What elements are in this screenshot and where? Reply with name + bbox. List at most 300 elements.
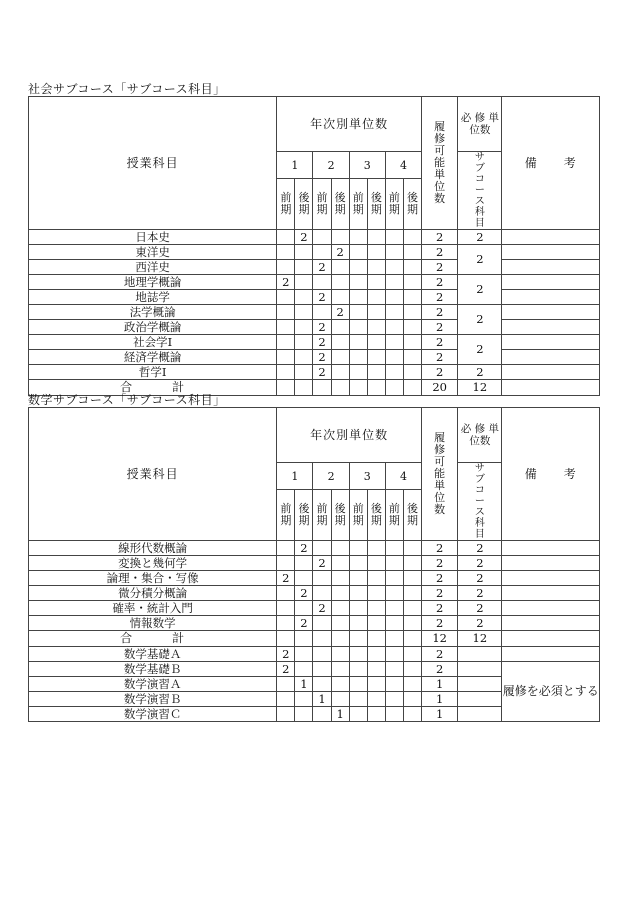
- unit-cell: [349, 662, 367, 677]
- table-row: [29, 320, 600, 335]
- remarks-cell: [502, 586, 600, 601]
- unit-cell: [367, 305, 385, 320]
- unit-cell: [403, 586, 421, 601]
- unit-cell: [403, 335, 421, 350]
- available-units-cell: 2: [422, 230, 458, 245]
- unit-cell: [313, 647, 331, 662]
- unit-cell: 2: [313, 365, 331, 380]
- unit-cell: [385, 616, 403, 631]
- unit-cell: [277, 335, 295, 350]
- required-units-cell: 2: [458, 335, 502, 365]
- unit-cell: [367, 275, 385, 290]
- year-4: 4: [385, 152, 421, 179]
- total-label: 合 計: [29, 631, 277, 647]
- unit-cell: [349, 601, 367, 616]
- unit-cell: [349, 556, 367, 571]
- unit-cell: 2: [295, 616, 313, 631]
- subject-cell: 日本史: [29, 230, 277, 245]
- unit-cell: [349, 350, 367, 365]
- total-required-units: 12: [458, 631, 502, 647]
- unit-cell: [331, 230, 349, 245]
- remarks-cell: [502, 350, 600, 365]
- unit-cell: [349, 320, 367, 335]
- unit-cell: [367, 662, 385, 677]
- unit-cell: [331, 647, 349, 662]
- unit-cell: [367, 692, 385, 707]
- unit-cell: [313, 245, 331, 260]
- year-3: 3: [349, 463, 385, 490]
- unit-cell: [403, 305, 421, 320]
- unit-cell: [277, 601, 295, 616]
- unit-cell: [385, 230, 403, 245]
- term-kouki: 後期: [403, 179, 421, 230]
- unit-cell: [277, 707, 295, 722]
- term-zenki: 前期: [313, 490, 331, 541]
- total-required-units: 12: [458, 380, 502, 396]
- unit-cell: [403, 365, 421, 380]
- unit-cell: [313, 707, 331, 722]
- required-units-cell: 2: [458, 230, 502, 245]
- available-units-cell: 2: [422, 305, 458, 320]
- table-row: [29, 556, 600, 571]
- unit-cell: [295, 260, 313, 275]
- unit-cell: [295, 365, 313, 380]
- unit-cell: [313, 541, 331, 556]
- subject-cell: 微分積分概論: [29, 586, 277, 601]
- unit-cell: [331, 275, 349, 290]
- section1-table: [28, 96, 600, 396]
- unit-cell: [367, 677, 385, 692]
- unit-cell: [295, 245, 313, 260]
- required-units-cell: 2: [458, 541, 502, 556]
- remarks-cell: [502, 631, 600, 647]
- header-available-units: 履修可能単位数: [422, 97, 458, 230]
- unit-cell: [367, 601, 385, 616]
- remarks-cell: [502, 365, 600, 380]
- unit-cell: [385, 290, 403, 305]
- available-units-cell: 2: [422, 275, 458, 290]
- required-units-cell: 2: [458, 571, 502, 586]
- unit-cell: [295, 647, 313, 662]
- required-units-cell: 2: [458, 556, 502, 571]
- unit-cell: [403, 290, 421, 305]
- section2-title: 数学サブコース「サブコース科目」: [28, 393, 226, 407]
- remarks-note: 履修を必須とする: [502, 662, 600, 722]
- unit-cell: [331, 586, 349, 601]
- unit-cell: 1: [331, 707, 349, 722]
- unit-cell: [277, 350, 295, 365]
- unit-cell: 2: [313, 335, 331, 350]
- unit-cell: 1: [295, 677, 313, 692]
- unit-cell: [367, 245, 385, 260]
- unit-cell: 2: [277, 571, 295, 586]
- term-zenki: 前期: [277, 490, 295, 541]
- table-row: [29, 601, 600, 616]
- table-row: [29, 647, 600, 662]
- remarks-cell: [502, 245, 600, 260]
- unit-cell: 2: [313, 350, 331, 365]
- unit-cell: 2: [277, 662, 295, 677]
- header-remarks: 備 考: [502, 408, 600, 541]
- subject-cell: 地誌学: [29, 290, 277, 305]
- available-units-cell: 2: [422, 571, 458, 586]
- unit-cell: 2: [313, 260, 331, 275]
- unit-cell: [385, 586, 403, 601]
- header-required-units: 必 修 単位数: [458, 408, 502, 463]
- unit-cell: [313, 230, 331, 245]
- header-yearly-units: 年次別単位数: [277, 408, 422, 463]
- available-units-cell: 2: [422, 320, 458, 335]
- unit-cell: 2: [313, 290, 331, 305]
- remarks-cell: [502, 275, 600, 290]
- header-subject: 授業科目: [29, 408, 277, 541]
- required-units-cell: 2: [458, 616, 502, 631]
- header-remarks: 備 考: [502, 97, 600, 230]
- unit-cell: [403, 350, 421, 365]
- unit-cell: [367, 707, 385, 722]
- year-4: 4: [385, 463, 421, 490]
- unit-cell: [277, 230, 295, 245]
- unit-cell: [385, 260, 403, 275]
- unit-cell: [385, 320, 403, 335]
- remarks-cell: [502, 556, 600, 571]
- unit-cell: [295, 350, 313, 365]
- unit-cell: [295, 275, 313, 290]
- unit-cell: [295, 335, 313, 350]
- unit-cell: [403, 692, 421, 707]
- unit-cell: [331, 616, 349, 631]
- unit-cell: [367, 230, 385, 245]
- total-row: [29, 631, 600, 647]
- subject-cell: 情報数学: [29, 616, 277, 631]
- unit-cell: [277, 677, 295, 692]
- unit-cell: [385, 365, 403, 380]
- unit-cell: [349, 245, 367, 260]
- unit-cell: 2: [277, 275, 295, 290]
- unit-cell: [349, 616, 367, 631]
- remarks-cell: [502, 305, 600, 320]
- required-units-cell: 2: [458, 275, 502, 305]
- unit-cell: 2: [295, 586, 313, 601]
- header-subcourse-subjects: サブコース科目: [458, 463, 502, 541]
- unit-cell: [367, 335, 385, 350]
- subject-cell: 社会学Ⅰ: [29, 335, 277, 350]
- subject-cell: 西洋史: [29, 260, 277, 275]
- required-units-cell: 2: [458, 365, 502, 380]
- unit-cell: [385, 305, 403, 320]
- unit-cell: [295, 662, 313, 677]
- year-3: 3: [349, 152, 385, 179]
- year-2: 2: [313, 463, 349, 490]
- unit-cell: [403, 707, 421, 722]
- unit-cell: 2: [331, 305, 349, 320]
- unit-cell: [403, 616, 421, 631]
- unit-cell: [385, 692, 403, 707]
- unit-cell: 2: [331, 245, 349, 260]
- subject-cell: 東洋史: [29, 245, 277, 260]
- subject-cell: 数学演習Ｂ: [29, 692, 277, 707]
- unit-cell: [349, 586, 367, 601]
- available-units-cell: 2: [422, 541, 458, 556]
- unit-cell: [313, 275, 331, 290]
- year-2: 2: [313, 152, 349, 179]
- term-kouki: 後期: [403, 490, 421, 541]
- table-row: [29, 662, 600, 677]
- table-row: [29, 616, 600, 631]
- required-units-cell: [458, 677, 502, 692]
- unit-cell: 2: [277, 647, 295, 662]
- available-units-cell: 2: [422, 365, 458, 380]
- available-units-cell: 2: [422, 290, 458, 305]
- unit-cell: [313, 586, 331, 601]
- unit-cell: [385, 647, 403, 662]
- subject-cell: 数学基礎Ａ: [29, 647, 277, 662]
- unit-cell: [277, 320, 295, 335]
- subject-cell: 確率・統計入門: [29, 601, 277, 616]
- unit-cell: [385, 541, 403, 556]
- unit-cell: [349, 571, 367, 586]
- unit-cell: [349, 305, 367, 320]
- unit-cell: [295, 556, 313, 571]
- year-1: 1: [277, 152, 313, 179]
- unit-cell: [403, 320, 421, 335]
- unit-cell: [277, 245, 295, 260]
- unit-cell: [277, 541, 295, 556]
- remarks-cell: [502, 616, 600, 631]
- available-units-cell: 1: [422, 692, 458, 707]
- unit-cell: [367, 350, 385, 365]
- term-zenki: 前期: [385, 179, 403, 230]
- unit-cell: [367, 556, 385, 571]
- unit-cell: [385, 707, 403, 722]
- unit-cell: [385, 335, 403, 350]
- unit-cell: [367, 586, 385, 601]
- remarks-cell: [502, 335, 600, 350]
- available-units-cell: 2: [422, 662, 458, 677]
- unit-cell: [367, 571, 385, 586]
- required-units-cell: 2: [458, 305, 502, 335]
- remarks-cell: [502, 320, 600, 335]
- unit-cell: [349, 335, 367, 350]
- remarks-cell: [502, 647, 600, 662]
- section1-title: 社会サブコース「サブコース科目」: [28, 82, 226, 96]
- remarks-cell: [502, 380, 600, 396]
- unit-cell: 1: [313, 692, 331, 707]
- unit-cell: [295, 571, 313, 586]
- total-available-units: 12: [422, 631, 458, 647]
- unit-cell: 2: [313, 601, 331, 616]
- unit-cell: [403, 662, 421, 677]
- unit-cell: [367, 320, 385, 335]
- unit-cell: [295, 320, 313, 335]
- term-zenki: 前期: [349, 490, 367, 541]
- subject-cell: 数学基礎Ｂ: [29, 662, 277, 677]
- year-1: 1: [277, 463, 313, 490]
- remarks-cell: [502, 290, 600, 305]
- subject-cell: 経済学概論: [29, 350, 277, 365]
- total-available-units: 20: [422, 380, 458, 396]
- table-row: [29, 541, 600, 556]
- unit-cell: [367, 647, 385, 662]
- term-kouki: 後期: [367, 179, 385, 230]
- unit-cell: [349, 275, 367, 290]
- table-row: [29, 586, 600, 601]
- required-units-cell: 2: [458, 586, 502, 601]
- unit-cell: [403, 260, 421, 275]
- available-units-cell: 2: [422, 647, 458, 662]
- unit-cell: [385, 677, 403, 692]
- unit-cell: [403, 647, 421, 662]
- table-row: [29, 571, 600, 586]
- unit-cell: [277, 290, 295, 305]
- unit-cell: [403, 601, 421, 616]
- unit-cell: [313, 662, 331, 677]
- available-units-cell: 2: [422, 601, 458, 616]
- term-kouki: 後期: [331, 490, 349, 541]
- term-zenki: 前期: [313, 179, 331, 230]
- header-required-units: 必 修 単位数: [458, 97, 502, 152]
- unit-cell: [385, 662, 403, 677]
- unit-cell: [313, 305, 331, 320]
- subject-cell: 変換と幾何学: [29, 556, 277, 571]
- term-zenki: 前期: [277, 179, 295, 230]
- unit-cell: [331, 662, 349, 677]
- unit-cell: [331, 320, 349, 335]
- unit-cell: [331, 350, 349, 365]
- unit-cell: [367, 290, 385, 305]
- available-units-cell: 2: [422, 350, 458, 365]
- unit-cell: [367, 365, 385, 380]
- unit-cell: [331, 541, 349, 556]
- unit-cell: [403, 275, 421, 290]
- unit-cell: [403, 571, 421, 586]
- table-row: [29, 365, 600, 380]
- table-row: [29, 260, 600, 275]
- table-row: [29, 350, 600, 365]
- unit-cell: [367, 541, 385, 556]
- available-units-cell: 2: [422, 335, 458, 350]
- available-units-cell: 2: [422, 556, 458, 571]
- term-kouki: 後期: [295, 490, 313, 541]
- term-zenki: 前期: [385, 490, 403, 541]
- unit-cell: [349, 677, 367, 692]
- unit-cell: [331, 365, 349, 380]
- remarks-cell: [502, 230, 600, 245]
- subject-cell: 法学概論: [29, 305, 277, 320]
- unit-cell: [277, 616, 295, 631]
- total-label: 合 計: [29, 380, 277, 396]
- table-row: [29, 245, 600, 260]
- unit-cell: [403, 677, 421, 692]
- unit-cell: [385, 245, 403, 260]
- term-zenki: 前期: [349, 179, 367, 230]
- header-available-units: 履修可能単位数: [422, 408, 458, 541]
- unit-cell: [349, 365, 367, 380]
- unit-cell: [385, 571, 403, 586]
- unit-cell: [403, 556, 421, 571]
- unit-cell: [349, 692, 367, 707]
- available-units-cell: 1: [422, 677, 458, 692]
- unit-cell: 2: [313, 320, 331, 335]
- unit-cell: [331, 677, 349, 692]
- available-units-cell: 2: [422, 260, 458, 275]
- available-units-cell: 2: [422, 616, 458, 631]
- unit-cell: [349, 541, 367, 556]
- unit-cell: [277, 556, 295, 571]
- term-kouki: 後期: [295, 179, 313, 230]
- unit-cell: [349, 260, 367, 275]
- unit-cell: [277, 692, 295, 707]
- unit-cell: 2: [295, 541, 313, 556]
- unit-cell: [349, 290, 367, 305]
- subject-cell: 哲学Ⅰ: [29, 365, 277, 380]
- remarks-cell: [502, 571, 600, 586]
- available-units-cell: 2: [422, 586, 458, 601]
- unit-cell: [349, 707, 367, 722]
- table-row: [29, 290, 600, 305]
- subject-cell: 数学演習Ｃ: [29, 707, 277, 722]
- unit-cell: [277, 305, 295, 320]
- subject-cell: 数学演習Ａ: [29, 677, 277, 692]
- unit-cell: [403, 230, 421, 245]
- unit-cell: [385, 601, 403, 616]
- remarks-cell: [502, 601, 600, 616]
- required-units-cell: [458, 692, 502, 707]
- unit-cell: 2: [313, 556, 331, 571]
- term-kouki: 後期: [367, 490, 385, 541]
- unit-cell: [367, 260, 385, 275]
- header-subject: 授業科目: [29, 97, 277, 230]
- unit-cell: 2: [295, 230, 313, 245]
- table-row: [29, 335, 600, 350]
- required-units-cell: [458, 647, 502, 662]
- available-units-cell: 1: [422, 707, 458, 722]
- unit-cell: [331, 556, 349, 571]
- unit-cell: [385, 275, 403, 290]
- table-row: [29, 275, 600, 290]
- required-units-cell: 2: [458, 245, 502, 275]
- table-row: [29, 305, 600, 320]
- subject-cell: 論理・集合・写像: [29, 571, 277, 586]
- unit-cell: [295, 692, 313, 707]
- header-subcourse-subjects: サブコース科目: [458, 152, 502, 230]
- unit-cell: [331, 290, 349, 305]
- unit-cell: [403, 245, 421, 260]
- unit-cell: [385, 350, 403, 365]
- unit-cell: [331, 692, 349, 707]
- required-units-cell: 2: [458, 601, 502, 616]
- subject-cell: 地理学概論: [29, 275, 277, 290]
- unit-cell: [295, 290, 313, 305]
- subject-cell: 政治学概論: [29, 320, 277, 335]
- section2-table: [28, 407, 600, 722]
- remarks-cell: [502, 260, 600, 275]
- unit-cell: [403, 541, 421, 556]
- remarks-cell: [502, 541, 600, 556]
- unit-cell: [331, 335, 349, 350]
- unit-cell: [295, 601, 313, 616]
- unit-cell: [277, 365, 295, 380]
- available-units-cell: 2: [422, 245, 458, 260]
- table-row: [29, 230, 600, 245]
- unit-cell: [277, 586, 295, 601]
- unit-cell: [349, 230, 367, 245]
- header-yearly-units: 年次別単位数: [277, 97, 422, 152]
- unit-cell: [349, 647, 367, 662]
- unit-cell: [313, 571, 331, 586]
- unit-cell: [367, 616, 385, 631]
- unit-cell: [295, 305, 313, 320]
